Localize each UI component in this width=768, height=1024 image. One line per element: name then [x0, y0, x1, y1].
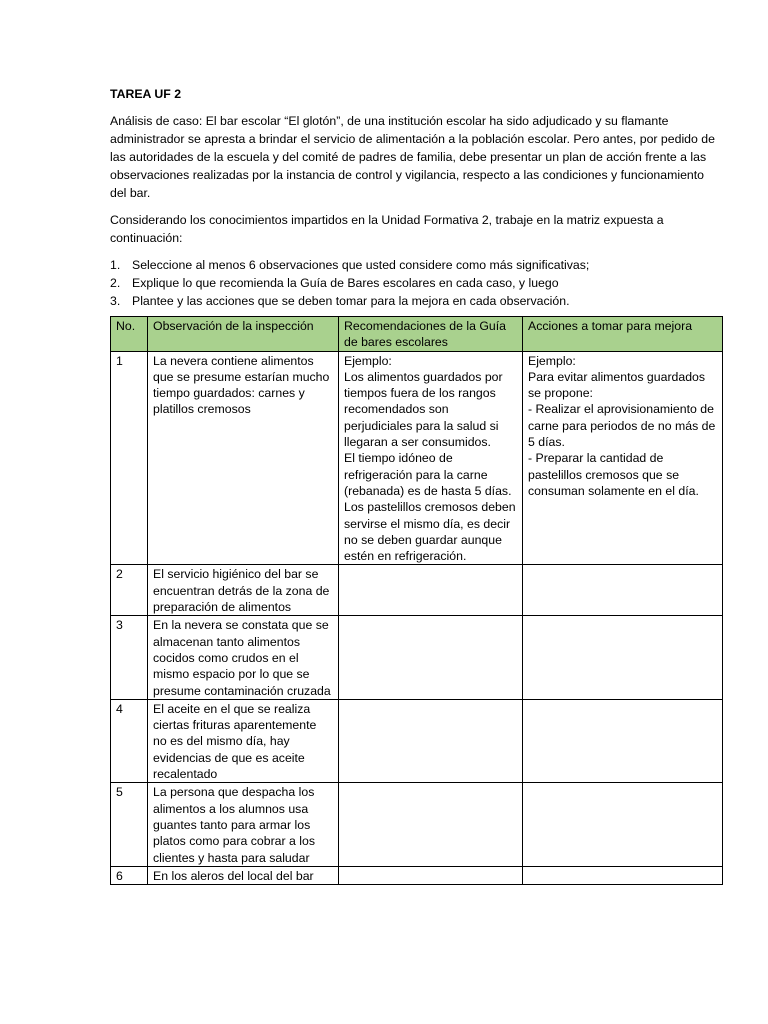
row-number: 5: [111, 783, 148, 866]
action-cell[interactable]: Ejemplo: Para evitar alimentos guardados se propone: - Realizar el aprovisionamiento de carne para periodos de no más de 5 días. - Preparar la cantidad de pastelillos cremosos que se consuman solamente en el día.: [523, 351, 723, 565]
intro-paragraph: Análisis de caso: El bar escolar “El glotón”, de una institución escolar ha sido adjudicado y su flamante administrador se apresta a brindar el servicio de alimentación a la población escolar. Pero antes, por pedido de las autoridades de la escuela y del comité de padres de familia, debe presentar un plan de acción frente a las observaciones realizadas por la instancia de control y vigilancia, respecto a las condiciones y funcionamiento del bar.: [110, 114, 715, 200]
inspection-matrix: [110, 316, 723, 885]
row-number: 6: [111, 866, 148, 884]
recommendation-cell[interactable]: Ejemplo: Los alimentos guardados por tiempos fuera de los rangos recomendados son perjudiciales para la salud si llegaran a ser consumidos. El tiempo idóneo de refrigeración para la carne (rebanada) es de hasta 5 días. Los pastelillos cremosos deben servirse el mismo día, es decir no se deben guardar aunque estén en refrigeración.: [339, 351, 523, 565]
step-number: 3.: [110, 294, 121, 308]
row-number: 4: [111, 699, 148, 782]
column-header-observation: Observación de la inspección: [148, 317, 339, 352]
document-title: TAREA UF 2: [110, 87, 182, 101]
table-row: [111, 866, 723, 884]
steps-list: [110, 256, 722, 310]
observation-cell: En la nevera se constata que se almacenan tanto alimentos cocidos como crudos en el mismo espacio por lo que se presume contaminación cruzada: [148, 616, 339, 699]
table-row: [111, 699, 723, 782]
step-text: Seleccione al menos 6 observaciones que usted considere como más significativas;: [132, 258, 590, 272]
action-cell[interactable]: [523, 783, 723, 866]
step-number: 1.: [110, 258, 121, 272]
table-row: [111, 616, 723, 699]
observation-cell: El aceite en el que se realiza ciertas frituras aparentemente no es del mismo día, hay evidencias de que es aceite recalentado: [148, 699, 339, 782]
list-item: [110, 256, 722, 274]
table-row: [111, 351, 723, 565]
recommendation-cell[interactable]: [339, 565, 523, 616]
column-header-action: Acciones a tomar para mejora: [523, 317, 723, 352]
row-number: 1: [111, 351, 148, 565]
action-cell[interactable]: [523, 866, 723, 884]
table-row: [111, 565, 723, 616]
document-body: [110, 86, 722, 885]
column-header-recommendation: Recomendaciones de la Guía de bares escolares: [339, 317, 523, 352]
recommendation-cell[interactable]: [339, 783, 523, 866]
observation-cell: El servicio higiénico del bar se encuentran detrás de la zona de preparación de alimentos: [148, 565, 339, 616]
recommendation-cell[interactable]: [339, 866, 523, 884]
observation-cell: La persona que despacha los alimentos a los alumnos usa guantes tanto para armar los platos como para cobrar a los clientes y hasta para saludar: [148, 783, 339, 866]
row-number: 3: [111, 616, 148, 699]
recommendation-cell[interactable]: [339, 699, 523, 782]
action-cell[interactable]: [523, 565, 723, 616]
table-row: [111, 783, 723, 866]
table-header-row: [111, 317, 723, 352]
list-item: [110, 292, 722, 310]
observation-cell: En los aleros del local del bar: [148, 866, 339, 884]
list-item: [110, 274, 722, 292]
recommendation-cell[interactable]: [339, 616, 523, 699]
observation-cell: La nevera contiene alimentos que se presume estarían mucho tiempo guardados: carnes y platillos cremosos: [148, 351, 339, 565]
column-header-no: No.: [111, 317, 148, 352]
action-cell[interactable]: [523, 699, 723, 782]
step-text: Explique lo que recomienda la Guía de Bares escolares en cada caso, y luego: [132, 276, 559, 290]
action-cell[interactable]: [523, 616, 723, 699]
instruction-paragraph: Considerando los conocimientos impartidos en la Unidad Formativa 2, trabaje en la matriz expuesta a continuación:: [110, 213, 664, 245]
row-number: 2: [111, 565, 148, 616]
step-number: 2.: [110, 276, 121, 290]
step-text: Plantee y las acciones que se deben tomar para la mejora en cada observación.: [132, 294, 570, 308]
